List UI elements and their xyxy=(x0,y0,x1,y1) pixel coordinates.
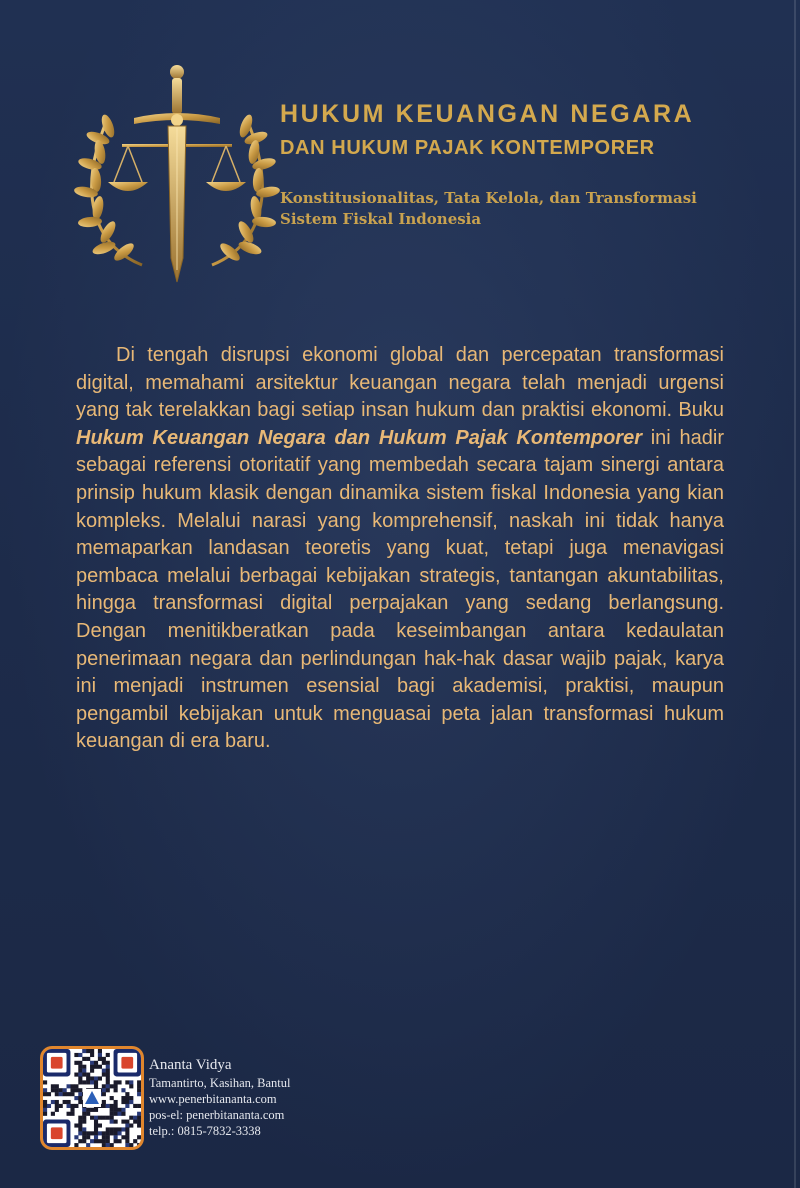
subtitle-line-2: Sistem Fiskal Indonesia xyxy=(280,210,482,228)
subtitle-line-1: Konstitusionalitas, Tata Kelola, dan Transformasi xyxy=(280,189,697,207)
spine-edge-line xyxy=(794,0,796,1188)
blurb-book-title: Hukum Keuangan Negara dan Hukum Pajak Kontemporer xyxy=(76,426,642,449)
qr-code-icon xyxy=(40,1046,144,1150)
blurb-paragraph xyxy=(76,342,724,756)
publisher-info xyxy=(149,1056,290,1139)
sword-scales-laurel-icon xyxy=(72,60,282,290)
book-title-line-2: DAN HUKUM PAJAK KONTEMPORER xyxy=(280,137,655,159)
publisher-phone: telp.: 0815-7832-3338 xyxy=(149,1124,261,1138)
publisher-website: www.penerbitananta.com xyxy=(149,1092,277,1106)
publisher-email: pos-el: penerbitananta.com xyxy=(149,1108,285,1122)
blurb-rest: ini hadir sebagai referensi otoritatif yang membedah secara tajam sinergi antara prinsip hukum klasik dengan dinamika sistem fiskal Indonesia yang kian kompleks. Melalui narasi yang komprehensif, naskah ini tidak hanya memaparkan landasan teoretis yang kuat, tetapi juga menavigasi pembaca melalui berbagai kebijakan strategis, tantangan akuntabilitas, hingga transformasi digital perpajakan yang sedang berlangsung. Dengan menitikberatkan pada keseimbangan antara kedaulatan penerimaan negara dan perlindungan hak-hak dasar wajib pajak, karya ini menjadi instrumen esensial bagi akademisi, praktisi, maupun pengambil kebijakan untuk menguasai peta jalan transformasi hukum keuangan di era baru. xyxy=(76,426,724,753)
book-title-line-1: HUKUM KEUANGAN NEGARA xyxy=(280,100,695,128)
book-subtitle xyxy=(280,188,760,230)
blurb-intro: Di tengah disrupsi ekonomi global dan percepatan transformasi digital, memahami arsitektur keuangan negara telah menjadi urgensi yang tak terelakkan bagi setiap insan hukum dan praktisi ekonomi. Buku xyxy=(76,344,724,422)
publisher-address: Tamantirto, Kasihan, Bantul xyxy=(149,1076,291,1090)
publisher-name: Ananta Vidya xyxy=(149,1057,232,1073)
